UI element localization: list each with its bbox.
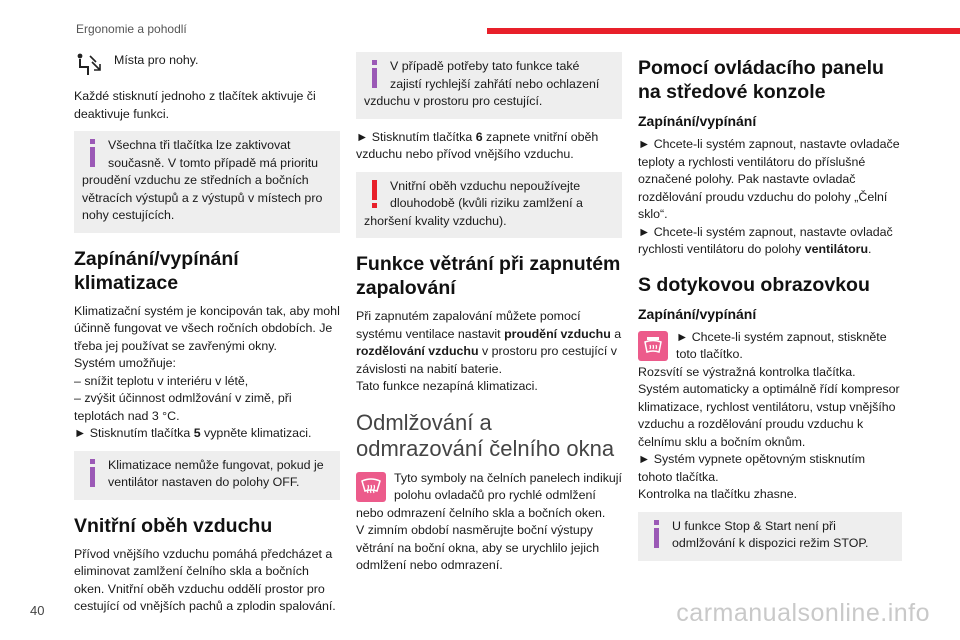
column-3 — [638, 52, 902, 571]
warning-note-text: Vnitřní oběh vzduchu nepoužívejte dlouhodobě (kvůli riziku zamlžení a zhoršení kvality vzduchu). — [364, 178, 583, 228]
heading-recirculation: Vnitřní oběh vzduchu — [74, 514, 273, 537]
info-icon — [364, 58, 386, 92]
windscreen-demist-icon — [356, 472, 386, 502]
ac-para-5-c: vypněte klimatizaci. — [200, 426, 312, 440]
warning-note — [356, 172, 622, 239]
info-note-2 — [74, 451, 340, 500]
vent-text-d: rozdělování vzduchu — [356, 344, 479, 358]
demist-para-1: Tyto symboly na čelních panelech indikují polohu ovladačů pro rychlé odmlžení nebo odmrazení čelního skla a bočních oken. — [356, 470, 622, 520]
heading-ac: Zapínání/vypínání klimatizace — [74, 247, 239, 294]
footwell-airflow-icon — [74, 52, 104, 78]
panel-para-2 — [638, 224, 902, 259]
recirc-para: Přívod vnějšího vzduchu pomáhá předcházet a eliminovat zamlžení čelního skla a bočních oken. Vnitřní oběh vzduchu oddělí prostor pro cestující od vnějších pachů a zplodin spalování. — [74, 546, 336, 613]
info-icon — [82, 137, 104, 171]
info-note-4 — [638, 512, 902, 561]
info-note-1 — [74, 131, 340, 233]
panel-para-2-a: ► Chcete-li systém zapnout, nastavte ovladač rychlosti ventilátoru do polohy — [638, 224, 893, 256]
demist-row — [356, 470, 622, 523]
ventilation-note: Tato funkce nezapíná klimatizaci. — [356, 379, 538, 393]
touch-para-2: Rozsvítí se výstražná kontrolka tlačítka. — [638, 364, 856, 379]
ac-para-3: – snížit teplotu v interiéru v létě, — [74, 373, 249, 388]
recirc-button-number: 6 — [475, 129, 483, 144]
column-2 — [356, 52, 622, 575]
page-number: 40 — [30, 603, 45, 618]
ac-para-2: Systém umožňuje: — [74, 356, 176, 370]
info-note-2-text: Klimatizace nemůže fungovat, pokud je ventilátor nastaven do polohy OFF. — [108, 457, 324, 489]
legs-row — [74, 52, 340, 78]
ac-para-5-a: ► Stisknutím tlačítka — [74, 426, 194, 440]
vent-text-e: v prostoru pro cestující v závislosti na nabití baterie. — [356, 344, 617, 376]
vent-text-a: Při zapnutém zapalování můžete pomocí systému ventilace nastavit — [356, 309, 581, 341]
legs-label: Místa pro nohy. — [114, 53, 199, 67]
demist-para-2: V zimním období nasměrujte boční výstupy větrání na boční okna, aby se urychlilo jejich odmlžení nebo odmrazení. — [356, 523, 600, 572]
heading-touchscreen: S dotykovou obrazovkou — [638, 273, 870, 296]
subheading-onoff-2: Zapínání/vypínání — [638, 305, 757, 322]
ac-button-number: 5 — [193, 426, 201, 440]
panel-para-2-b: ventilátoru — [804, 242, 869, 256]
recirc-para-c: zapnete vnitřní oběh vzduchu nebo přívod vnějšího vzduchu. — [356, 129, 599, 161]
ac-para-4: – zvýšit účinnost odmlžování v zimě, při teplotách nad 3 °C. — [74, 391, 292, 423]
info-icon — [646, 518, 668, 552]
ventilation-para — [356, 308, 622, 378]
info-icon — [82, 457, 104, 491]
watermark: carmanualsonline.info — [676, 599, 930, 627]
column-1 — [74, 52, 340, 616]
ac-para-5 — [74, 425, 340, 443]
recirc-para-a: ► Stisknutím tlačítka — [356, 129, 476, 144]
heading-ventilation: Funkce větrání při zapnutém zapalování — [356, 253, 621, 299]
header-title: Ergonomie a pohodlí — [76, 22, 187, 36]
info-note-3 — [356, 52, 622, 119]
info-note-1-text: Všechna tři tlačítka lze zaktivovat současně. V tomto případě má prioritu proudění vzduchu ze středních a bočních větracích výstupů a z výstupů v místech pro nohy cestujících. — [82, 138, 323, 222]
touch-para-5: Kontrolka na tlačítku zhasne. — [638, 487, 798, 501]
touch-para-1: ► Chcete-li systém zapnout, stiskněte toto tlačítko. — [676, 329, 887, 361]
windscreen-demist-button-icon — [638, 331, 668, 361]
vent-text-b: proudění vzduchu — [504, 326, 611, 341]
info-note-3-text: V případě potřeby tato funkce také zajistí rychlejší zahřátí nebo ochlazení vzduchu v prostoru pro cestující. — [364, 59, 600, 108]
para-buttons: Každé stisknutí jednoho z tlačítek aktivuje či deaktivuje funkci. — [74, 89, 316, 121]
panel-para-1: ► Chcete-li systém zapnout, nastavte ovladače teploty a rychlosti ventilátoru do příslušné označené polohy. Pak nastavte ovladač rozdělování proudu vzduchu do polohy „Čelní sklo“. — [638, 137, 900, 221]
warning-icon — [364, 178, 386, 212]
recirc-button-para — [356, 129, 622, 164]
panel-para-2-c: . — [868, 242, 872, 256]
touch-para-3: Systém automaticky a optimálně řídí kompresor klimatizace, rychlost ventilátoru, vstup vnějšího vzduchu a rozdělování proudu vzduchu k čelnímu sklu a bočním oknům. — [638, 382, 900, 449]
touch-row — [638, 329, 902, 364]
vent-text-c: a — [610, 326, 622, 341]
info-note-4-text: U funkce Stop & Start není při odmlžování k dispozici režim STOP. — [672, 518, 869, 550]
touch-para-4: ► Systém vypnete opětovným stisknutím tohoto tlačítka. — [638, 452, 866, 484]
ac-para-1: Klimatizační systém je koncipován tak, aby mohl účinně fungovat ve všech ročních obdobích. Je třeba jej používat se zavřenými okny. — [74, 303, 340, 353]
subheading-onoff: Zapínání/vypínání — [638, 113, 757, 129]
heading-center-console: Pomocí ovládacího panelu na středové konzole — [638, 57, 884, 103]
header-accent-bar — [487, 28, 960, 34]
heading-demist: Odmlžování a odmrazování čelního okna — [356, 409, 615, 461]
